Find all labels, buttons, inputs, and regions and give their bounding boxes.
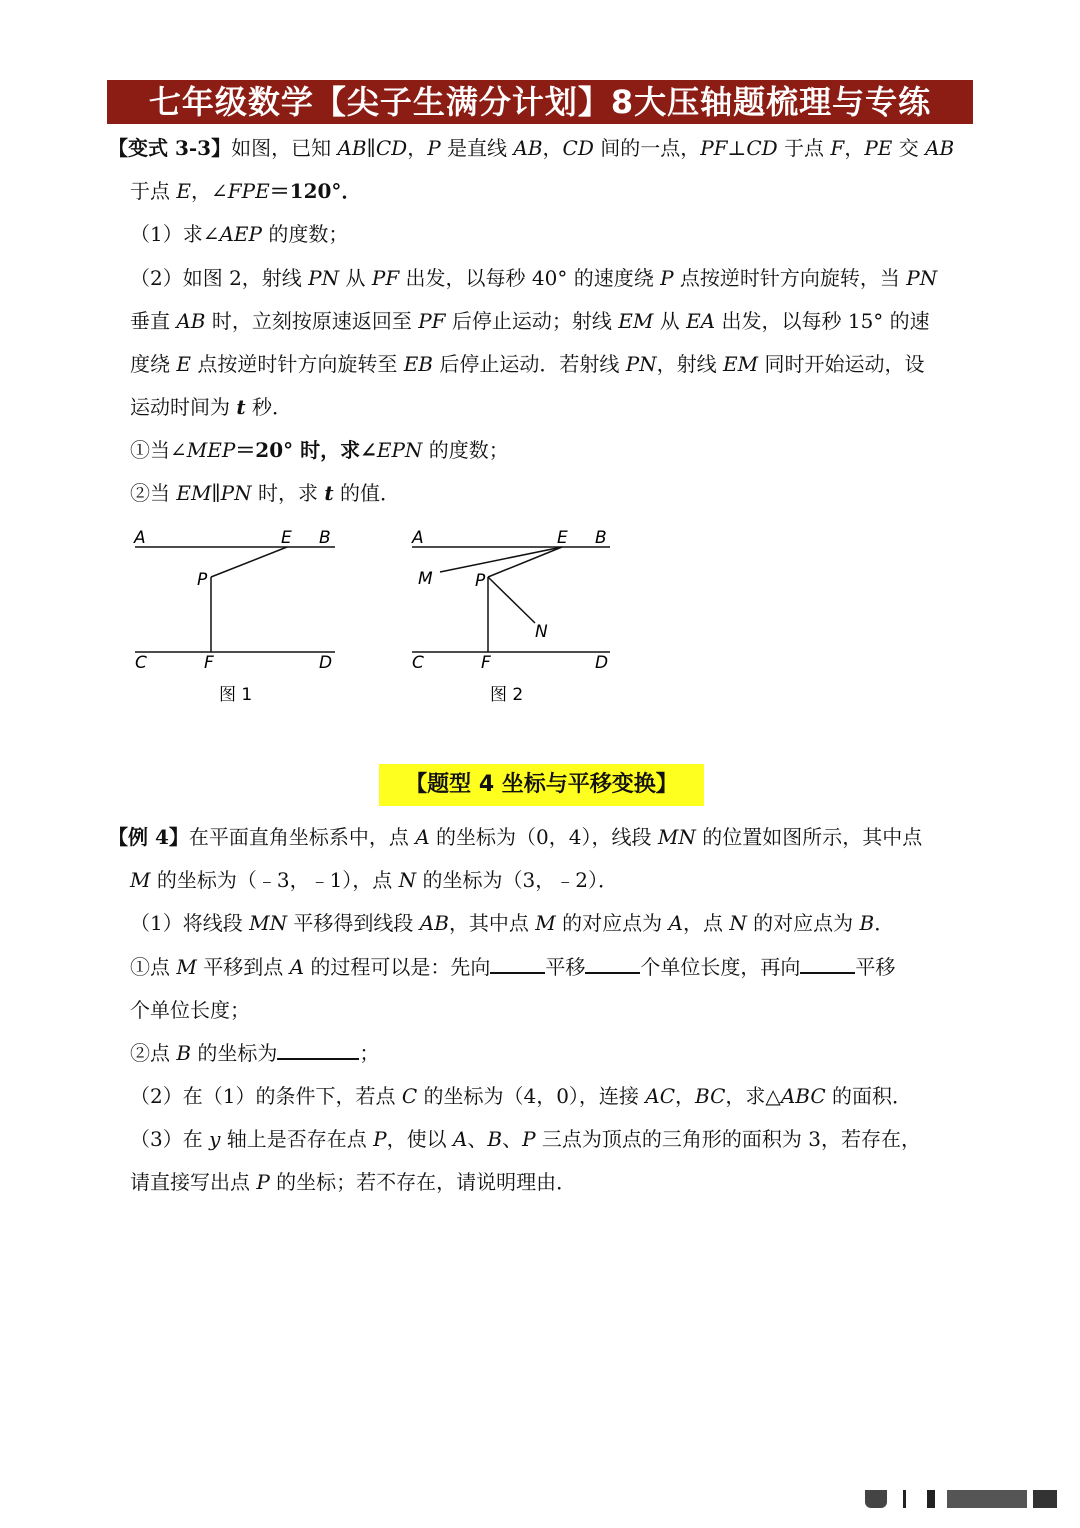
text: ＝120°．: [269, 179, 362, 203]
text: 的坐标为（4，0），连接: [417, 1084, 646, 1108]
figure-2-diagram: [402, 522, 632, 712]
text: 的坐标为: [191, 1041, 278, 1065]
example-4-part-3-line-2: [130, 1168, 576, 1196]
text: 的坐标为（0，4），线段: [429, 825, 658, 849]
label-d: D: [595, 653, 609, 673]
text: 从: [339, 266, 372, 290]
math: AC: [645, 1084, 676, 1108]
text: 平移得到线段: [287, 911, 420, 935]
math: PN: [308, 266, 340, 290]
footer-mark: [927, 1490, 935, 1508]
text: 、: [467, 1127, 488, 1151]
label-d: D: [319, 653, 333, 673]
figure-2-caption: 图 2: [490, 685, 524, 705]
text: 的值．: [333, 481, 400, 505]
math: PF: [371, 266, 400, 290]
ray-pn: [488, 577, 535, 623]
example-4-line-2: [130, 866, 618, 894]
label-c: C: [412, 653, 424, 673]
text: 的度数；: [422, 438, 509, 462]
math: MEP: [186, 438, 236, 462]
math: EM: [618, 309, 654, 333]
example-4-part-2: [130, 1082, 912, 1110]
text: 三点为顶点的三角形的面积为 3，若存在，: [535, 1127, 922, 1151]
math: P: [522, 1127, 536, 1151]
text: 秒．: [245, 395, 292, 419]
text: 平移: [855, 955, 896, 979]
problem-3-3-part-2-line-1: [130, 264, 937, 292]
text: 同时开始运动，设: [758, 352, 925, 376]
example-4-part-1: [130, 909, 894, 937]
math: F: [830, 136, 845, 160]
label-b: B: [319, 528, 331, 548]
example-4-line-1: [108, 823, 922, 851]
math: N: [729, 911, 747, 935]
math: EM∥PN: [176, 481, 252, 505]
text: 点按逆时针方向旋转，当: [673, 266, 907, 290]
text: ，使以: [386, 1127, 453, 1151]
example-4-part-3-line-1: [130, 1125, 921, 1153]
text: 垂直: [130, 309, 177, 333]
figure-1-caption: 图 1: [219, 685, 253, 705]
math: AEP: [219, 222, 262, 246]
math: E: [176, 352, 191, 376]
text: 度绕: [130, 352, 177, 376]
text: （1）将线段: [130, 911, 250, 935]
math: PN: [625, 352, 657, 376]
text: 点按逆时针方向旋转至: [190, 352, 404, 376]
text: ，: [844, 136, 865, 160]
label-p: P: [197, 570, 208, 590]
label-a: A: [134, 528, 146, 548]
math: CD: [562, 136, 594, 160]
section-heading: 【题型 4 坐标与平移变换】: [379, 764, 704, 806]
page-title-banner: 七年级数学【尖子生满分计划】8大压轴题梳理与专练: [107, 80, 973, 124]
text: 的面积．: [825, 1084, 912, 1108]
text: 的过程可以是：先向: [304, 955, 491, 979]
text: ，其中点: [448, 911, 536, 935]
text: 、: [502, 1127, 523, 1151]
answer-blank-coordinates-b[interactable]: [277, 1040, 359, 1060]
math: P: [373, 1127, 387, 1151]
math: AB: [513, 136, 543, 160]
problem-3-3-part-2-line-3: [130, 350, 924, 378]
math: PE: [864, 136, 893, 160]
text: 如图，已知: [231, 136, 338, 160]
footer-marks: [865, 1490, 1060, 1510]
text: ，点: [682, 911, 730, 935]
footer-mark: [903, 1490, 906, 1508]
text: 轴上是否存在点: [220, 1127, 374, 1151]
text: 时，立刻按原速返回至: [205, 309, 419, 333]
text: 出发，以每秒 40° 的速度绕: [399, 266, 661, 290]
label-e: E: [281, 528, 292, 548]
text: ，求△: [725, 1084, 781, 1108]
text: ，∠: [190, 179, 228, 203]
math: N: [398, 868, 417, 892]
problem-3-3-subquestion-1: [130, 436, 509, 464]
text: （3）在: [130, 1127, 210, 1151]
text: ①当∠: [130, 438, 187, 462]
label-f: F: [204, 653, 214, 673]
label-e: E: [557, 528, 568, 548]
math: t: [324, 481, 334, 505]
math: EB: [403, 352, 433, 376]
figure-1-diagram: [125, 522, 355, 712]
problem-3-3-line-2: [130, 177, 361, 205]
ray-em: [440, 547, 562, 572]
example-4-subquestion-1: [130, 953, 895, 981]
label-c: C: [135, 653, 147, 673]
text: 请直接写出点: [130, 1170, 257, 1194]
text: ①点: [130, 955, 177, 979]
math: C: [401, 1084, 418, 1108]
problem-3-3-part-2-line-4: [130, 393, 292, 421]
text: 个单位长度；: [130, 998, 250, 1022]
footer-mark: [1033, 1490, 1057, 1508]
text: 于点: [777, 136, 831, 160]
text: ②点: [130, 1041, 177, 1065]
text: ；: [359, 1041, 380, 1065]
text: 的坐标为（3，﹣2）．: [416, 868, 618, 892]
math: MN: [249, 911, 288, 935]
text: 后停止运动．若射线: [432, 352, 626, 376]
problem-3-3-subquestion-2: [130, 479, 400, 507]
math: P: [427, 136, 441, 160]
math: EPN: [376, 438, 423, 462]
math: EA: [686, 309, 716, 333]
answer-blank-units-1[interactable]: [585, 954, 640, 974]
text: 间的一点，: [593, 136, 701, 160]
math: BC: [695, 1084, 726, 1108]
text: 平移: [545, 955, 586, 979]
text: 的对应点为: [555, 911, 669, 935]
text: ，: [675, 1084, 696, 1108]
footer-mark: [947, 1490, 1027, 1508]
text: 的坐标为（﹣3，﹣1），点: [150, 868, 399, 892]
example-4-subquestion-2: [130, 1039, 379, 1067]
text: ．: [874, 911, 895, 935]
math: t: [236, 395, 246, 419]
text: 平移到点: [196, 955, 290, 979]
math: P: [660, 266, 674, 290]
text: 于点: [130, 179, 177, 203]
text: 后停止运动；射线: [445, 309, 619, 333]
math: PN: [906, 266, 938, 290]
segment-pe: [488, 547, 562, 577]
text: 的对应点为: [746, 911, 860, 935]
math: y: [209, 1127, 221, 1151]
label-b: B: [595, 528, 607, 548]
text: 运动时间为: [130, 395, 237, 419]
answer-blank-direction-2[interactable]: [800, 954, 855, 974]
example-4-subquestion-1-line-2: [130, 996, 250, 1024]
math: AB: [925, 136, 955, 160]
math: A: [289, 955, 305, 979]
label-a: A: [412, 528, 424, 548]
math: EM: [723, 352, 759, 376]
problem-tag: 【变式 3-3】: [108, 136, 232, 160]
text: （2）如图 2，射线: [130, 266, 309, 290]
text: 的位置如图所示，其中点: [695, 825, 923, 849]
math: MN: [657, 825, 696, 849]
math: AB∥CD: [337, 136, 408, 160]
math: P: [256, 1170, 270, 1194]
example-tag: 【例 4】: [108, 825, 189, 849]
text: 从: [653, 309, 687, 333]
math: PF⊥CD: [700, 136, 778, 160]
math: M: [535, 911, 556, 935]
math: AB: [419, 911, 449, 935]
math: A: [668, 911, 683, 935]
footer-mark: [865, 1490, 887, 1508]
label-n: N: [535, 622, 548, 642]
text: 的坐标；若不存在，请说明理由．: [269, 1170, 577, 1194]
problem-3-3-part-2-line-2: [130, 307, 930, 335]
text: 时，求: [251, 481, 325, 505]
answer-blank-direction-1[interactable]: [490, 954, 545, 974]
math: M: [176, 955, 197, 979]
text: 是直线: [440, 136, 514, 160]
math: A: [452, 1127, 468, 1151]
label-p: P: [475, 571, 486, 591]
math: M: [130, 868, 151, 892]
label-f: F: [481, 653, 491, 673]
text: 在平面直角坐标系中，点: [188, 825, 416, 849]
text: （2）在（1）的条件下，若点: [130, 1084, 402, 1108]
text: 出发，以每秒 15° 的速: [715, 309, 930, 333]
text: 的度数；: [261, 222, 349, 246]
math: B: [859, 911, 875, 935]
math: B: [487, 1127, 503, 1151]
text: 个单位长度，再向: [640, 955, 801, 979]
text: 交: [892, 136, 926, 160]
problem-3-3-part-1: [130, 220, 348, 248]
label-m: M: [418, 569, 433, 589]
math: B: [176, 1041, 192, 1065]
text: ，: [407, 136, 428, 160]
math: FPE: [227, 179, 270, 203]
math: E: [176, 179, 191, 203]
text: ，: [542, 136, 563, 160]
segment-pe: [211, 547, 287, 577]
text: （1）求∠: [130, 222, 220, 246]
math: AB: [176, 309, 206, 333]
math: ABC: [780, 1084, 826, 1108]
math: A: [415, 825, 430, 849]
text: ，射线: [656, 352, 724, 376]
text: ②当: [130, 481, 177, 505]
problem-3-3-line-1: [108, 134, 954, 162]
math: PF: [418, 309, 446, 333]
text: ＝20° 时，求∠: [235, 438, 377, 462]
